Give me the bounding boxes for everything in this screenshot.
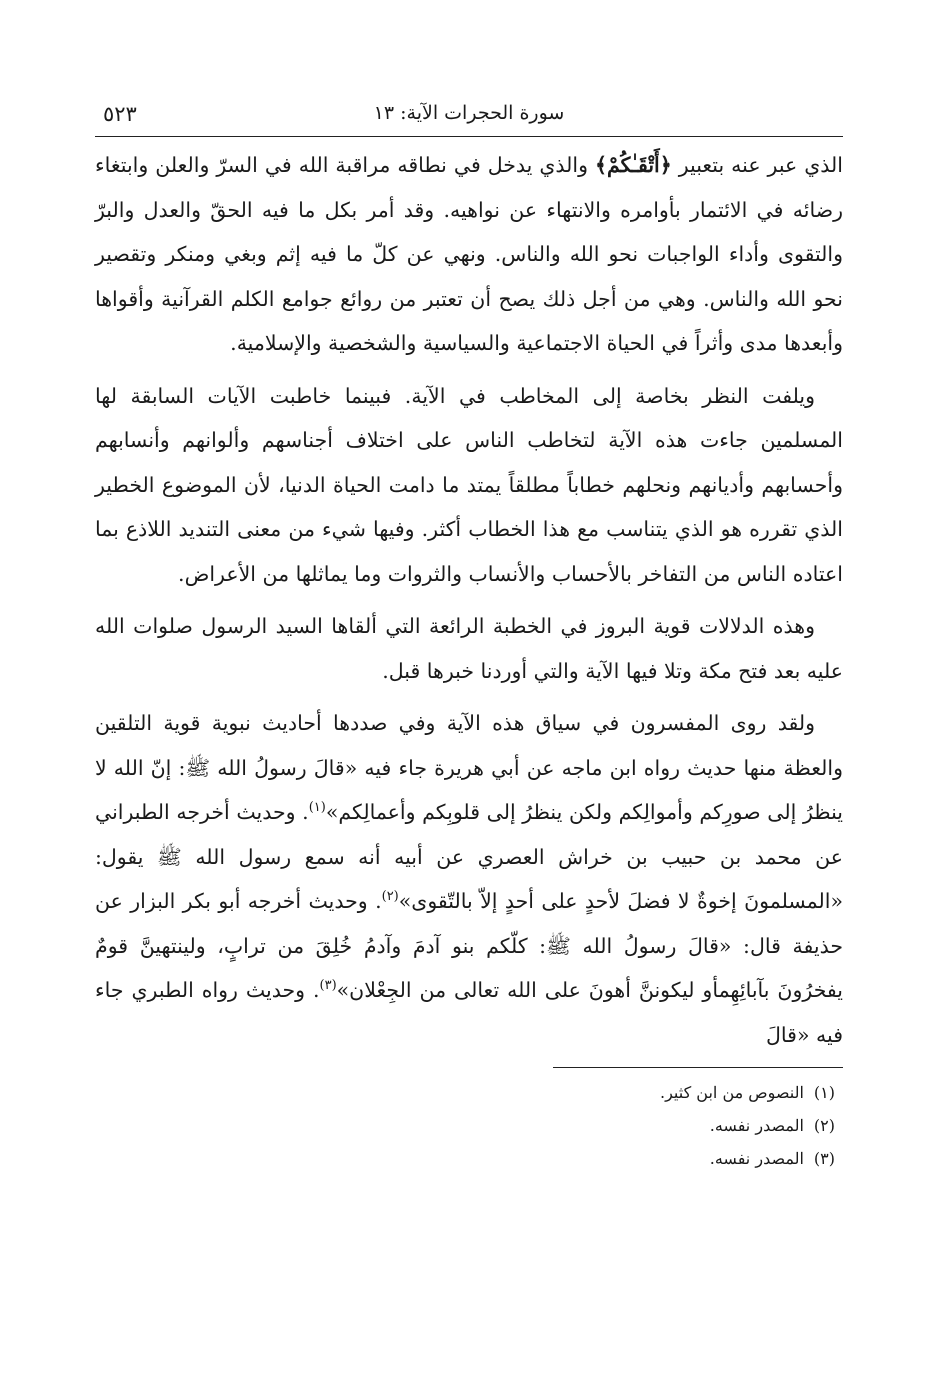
paragraph xyxy=(95,604,843,693)
footnote xyxy=(95,1142,843,1175)
footnote-reference: (٣) xyxy=(319,978,337,994)
paragraph xyxy=(95,374,843,597)
page-header xyxy=(95,96,843,137)
text-segment: والذي يدخل في نطاقه مراقبة الله في السرّ والعلن وابتغاء رضائه في الائتمار بأوامره والانتهاء عن نواهيه. وقد أمر بكل ما فيه الحقّ والعدل والبرّ والتقوى وأداء الواجبات نحو الله والناس. ونهي عن كلّ ما فيه إثم وبغي ومنكر وتقصير نحو الله والناس. وهي من أجل ذلك يصح أن تعتبر من روائع جوامع الكلم القرآنية وأقواها وأبعدها مدى وأثراً في الحياة الاجتماعية والسياسية والشخصية والإسلامية. xyxy=(95,153,843,355)
footnote-text: المصدر نفسه. xyxy=(709,1116,804,1135)
text-segment: ولقد روى المفسرون في سياق هذه الآية وفي صددها أحاديث نبوية قوية التلقين والعظة منها حديث رواه ابن ماجه عن أبي هريرة جاء فيه «قالَ رسولُ الله ﷺ: إنّ الله لا ينظرُ إلى صورِكم وأموالِكم ولكن ينظرُ إلى قلوبِكم وأعمالِكم» xyxy=(95,711,843,824)
footnote-number: (٢) xyxy=(813,1116,835,1135)
footnote-divider xyxy=(553,1067,843,1068)
footnote-number: (١) xyxy=(813,1083,835,1102)
text-segment: . وحديث أخرجه أبو بكر البزار عن حذيفة قال: «قالَ رسولُ الله ﷺ: كلّكم بنو آدمَ وآدمُ خُلِقَ من ترابٍ، ولينتهينَّ قومٌ يفخرُونَ بآبائِهِمأو ليكوننَّ أهونَ على الله تعالى من الجِعْلان» xyxy=(95,889,843,1002)
paragraph xyxy=(95,701,843,1057)
footnote-reference: (١) xyxy=(308,800,326,816)
footnotes xyxy=(95,1076,843,1175)
main-text xyxy=(95,143,843,1057)
text-segment: وهذه الدلالات قوية البروز في الخطبة الرائعة التي ألقاها السيد الرسول صلوات الله عليه بعد فتح مكة وتلا فيها الآية والتي أوردنا خبرها قبل. xyxy=(95,614,843,683)
footnote-reference: (٢) xyxy=(381,889,399,905)
paragraph xyxy=(95,143,843,366)
text-segment: ويلفت النظر بخاصة إلى المخاطب في الآية. فبينما خاطبت الآيات السابقة لها المسلمين جاءت هذه الآية لتخاطب الناس على اختلاف أجناسهم وألوانهم وأنسابهم وأحسابهم وأديانهم ونحلهم خطاباً مطلقاً يمتد ما دامت الحياة الدنيا، لأن الموضوع الخطير الذي تقرره هو الذي يتناسب مع هذا الخطاب أكثر. وفيها شيء من معنى التنديد اللاذع بما اعتاده الناس من التفاخر بالأحساب والأنساب والثروات وما يماثلها من الأعراض. xyxy=(95,383,843,586)
text-segment: الذي عبر عنه بتعبير xyxy=(671,153,843,177)
footnote xyxy=(95,1109,843,1142)
text-segment: . وحديث أخرجه الطبراني عن محمد بن حبيب بن خراش العصري عن أبيه أنه سمع رسول الله ﷺ يقول: «المسلمونَ إخوةٌ لا فضلَ لأحدٍ على أحدٍ إلاّ بالتّقوى» xyxy=(95,800,843,913)
footnote-number: (٣) xyxy=(813,1149,835,1168)
text-segment: . وحديث رواه الطبري جاء فيه «قالَ xyxy=(95,978,843,1047)
footnote xyxy=(95,1076,843,1109)
running-title: سورة الحجرات الآية: ١٣ xyxy=(373,102,565,124)
footnote-text: المصدر نفسه. xyxy=(709,1149,804,1168)
book-page xyxy=(95,96,843,1175)
footnote-text: النصوص من ابن كثير. xyxy=(660,1083,804,1102)
quran-quote: ﴿أَتْقَـٰكُمْ﴾ xyxy=(594,153,672,177)
page-number: ٥٢٣ xyxy=(103,102,137,126)
